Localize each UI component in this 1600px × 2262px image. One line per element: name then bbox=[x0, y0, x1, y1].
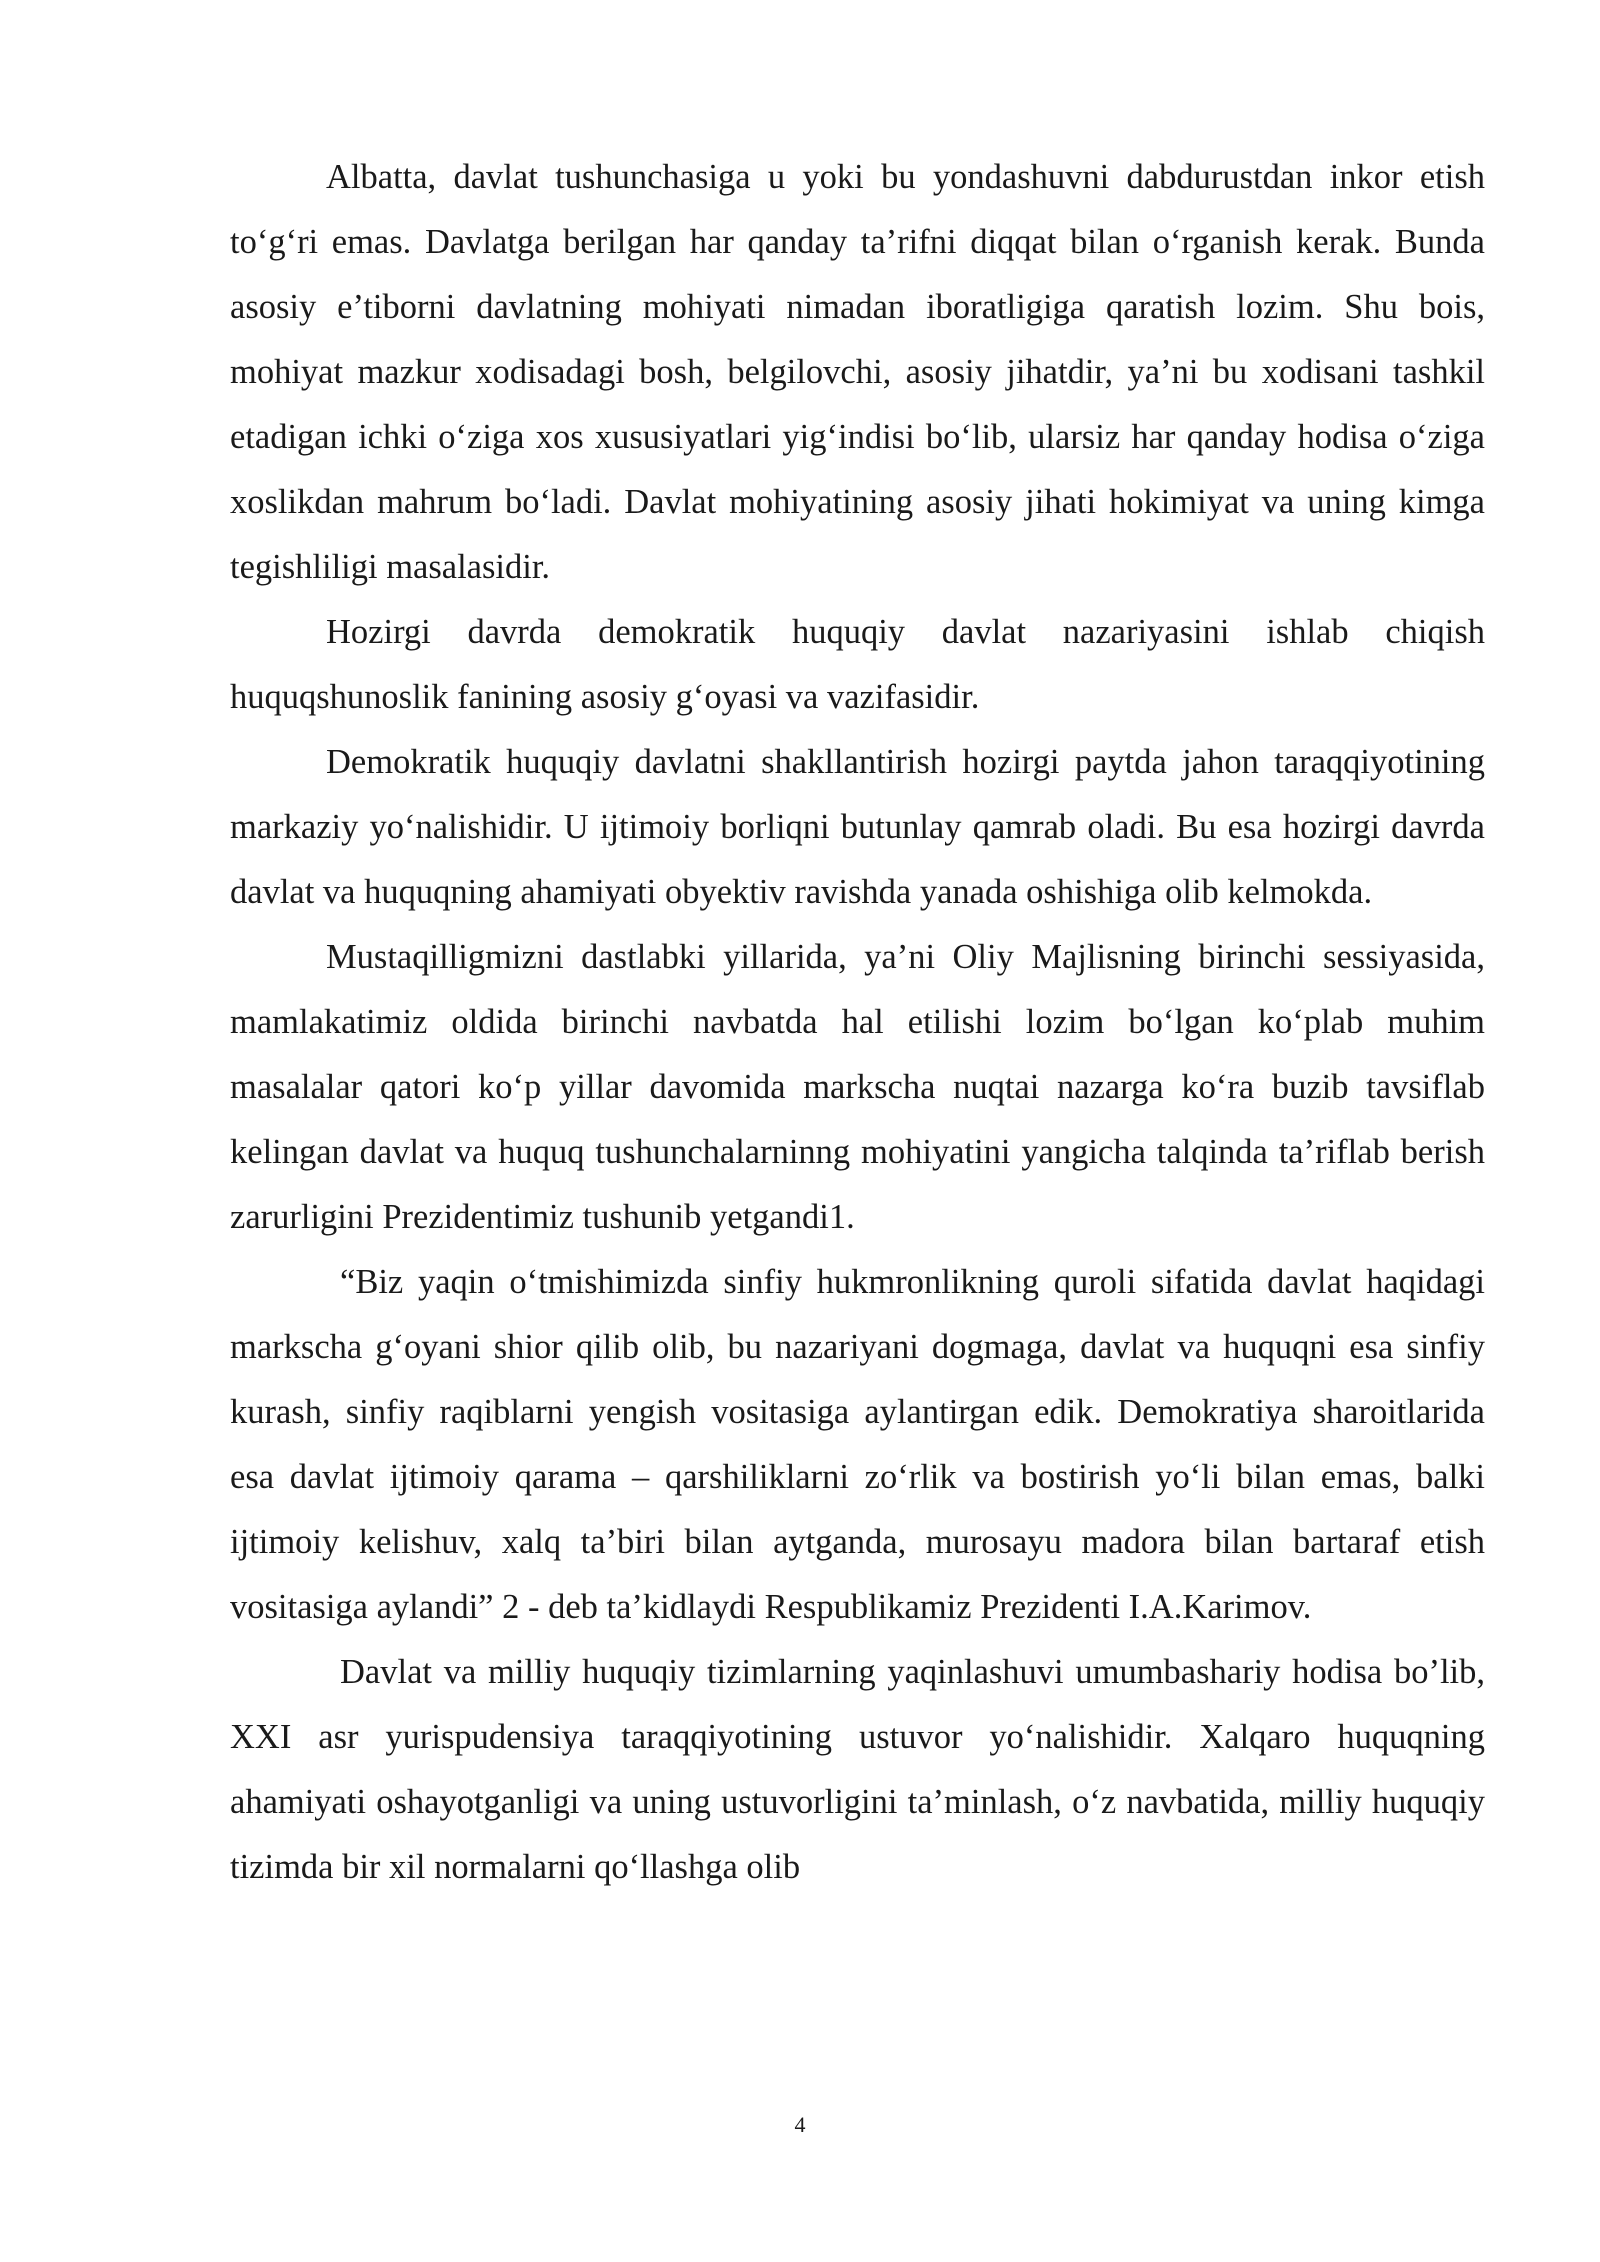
page-number: 4 bbox=[794, 2112, 806, 2137]
paragraph-4: Mustaqilligmizni dastlabki yillarida, ya’ni Oliy Majlisning birinchi sessiyasida, mamlakatimiz oldida birinchi navbatda hal etilishi lozim bo‘lgan ko‘plab muhim masalalar qatori ko‘p yillar davomida markscha nuqtai nazarga ko‘ra buzib tavsiflab kelingan davlat va huquq tushunchalarninng mohiyatini yangicha talqinda ta’riflab berish zarurligini Prezidentimiz tushunib yetgandi1. bbox=[230, 938, 1485, 1236]
quote-paragraph: “Biz yaqin o‘tmishimizda sinfiy hukmronlikning quroli sifatida davlat haqidagi markscha g‘oyani shior qilib olib, bu nazariyani dogmaga, davlat va huquqni esa sinfiy kurash, sinfiy raqiblarni yengish vositasiga aylantirgan edik. Demokratiya sharoitlarida esa davlat ijtimoiy qarama – qarshiliklarni zo‘rlik va bostirish yo‘li bilan emas, balki ijtimoiy kelishuv, xalq ta’biri bilan aytganda, murosayu madora bilan bartaraf etish vositasiga aylandi” 2 - deb ta’kidlaydi Respublikamiz Prezidenti I.A.Karimov. bbox=[230, 1263, 1485, 1626]
paragraph-6: Davlat va milliy huquqiy tizimlarning yaqinlashuvi umumbashariy hodisa bo’lib, XXI asr yurispudensiya taraqqiyotining ustuvor yo‘nalishidir. Xalqaro huquqning ahamiyati oshayotganligi va uning ustuvorligini ta’minlash, o‘z navbatida, milliy huquqiy tizimda bir xil normalarni qo‘llashga olib bbox=[230, 1653, 1485, 1886]
body-text bbox=[230, 145, 1485, 1900]
paragraph-2: Hozirgi davrda demokratik huquqiy davlat nazariyasini ishlab chiqish huquqshunoslik fanining asosiy g‘oyasi va vazifasidir. bbox=[230, 613, 1485, 716]
paragraph-1: Albatta, davlat tushunchasiga u yoki bu yondashuvni dabdurustdan inkor etish to‘g‘ri emas. Davlatga berilgan har qanday ta’rifni diqqat bilan o‘rganish kerak. Bunda asosiy e’tiborni davlatning mohiyati nimadan iboratligiga qaratish lozim. Shu bois, mohiyat mazkur xodisadagi bosh, belgilovchi, asosiy jihatdir, ya’ni bu xodisani tashkil etadigan ichki o‘ziga xos xususiyatlari yig‘indisi bo‘lib, ularsiz har qanday hodisa o‘ziga xoslikdan mahrum bo‘ladi. Davlat mohiyatining asosiy jihati hokimiyat va uning kimga tegishliligi masalasidir. bbox=[230, 158, 1485, 586]
paragraph-3: Demokratik huquqiy davlatni shakllantirish hozirgi paytda jahon taraqqiyotining markaziy yo‘nalishidir. U ijtimoiy borliqni butunlay qamrab oladi. Bu esa hozirgi davrda davlat va huquqning ahamiyati obyektiv ravishda yanada oshishiga olib kelmokda. bbox=[230, 743, 1485, 911]
